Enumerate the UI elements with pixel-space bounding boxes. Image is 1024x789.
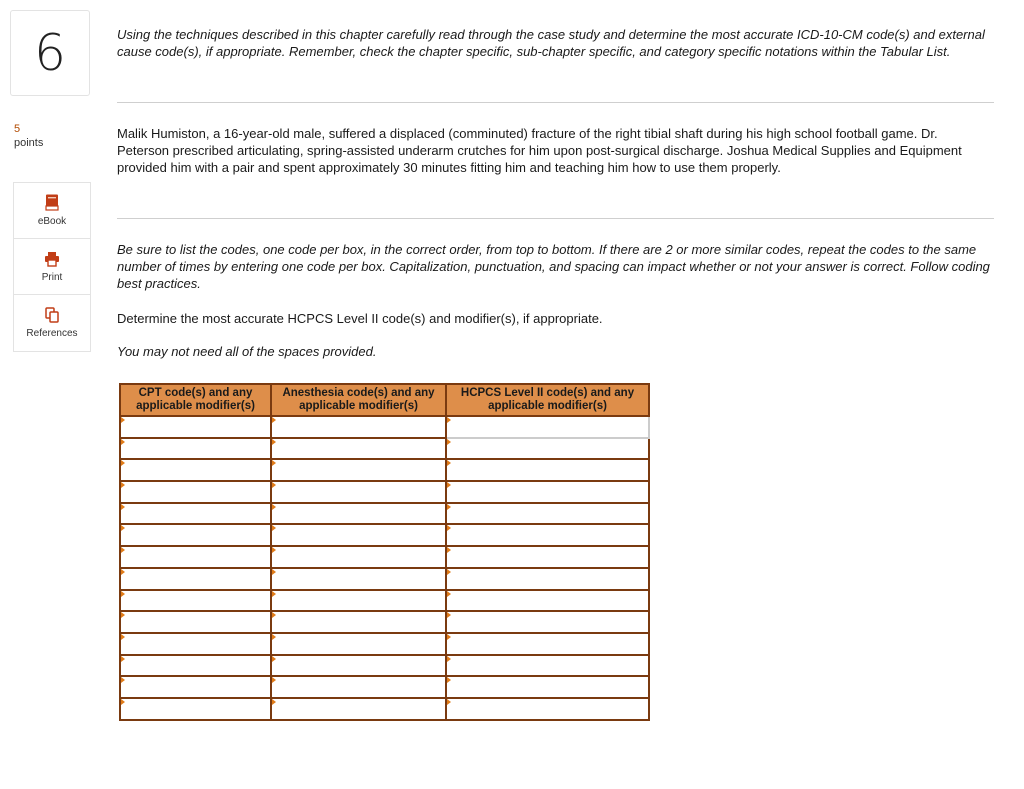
field-marker-icon — [447, 482, 451, 488]
cpt-code-input[interactable] — [121, 677, 270, 697]
answer-cell — [120, 568, 271, 590]
field-marker-icon — [272, 591, 276, 597]
hcpcs-code-input[interactable] — [447, 525, 648, 545]
print-button[interactable] — [14, 239, 90, 295]
hcpcs-code-input[interactable] — [447, 699, 648, 719]
field-marker-icon — [272, 460, 276, 466]
field-marker-icon — [447, 417, 451, 423]
answer-cell — [120, 416, 271, 438]
answer-cell — [446, 503, 649, 525]
cpt-code-input[interactable] — [121, 547, 270, 567]
answer-cell — [271, 568, 446, 590]
table-row — [120, 438, 649, 460]
table-row — [120, 633, 649, 655]
instructions-text: Using the techniques described in this chapter carefully read through the case study and determine the most accurate ICD-10-CM code(s) and external cause code(s), if appropriate. Remember, check the chapter specific, sub-chapter specific, and category specific notations within the Tabular List. — [117, 27, 985, 59]
cpt-code-input[interactable] — [121, 612, 270, 632]
field-marker-icon — [447, 677, 451, 683]
cpt-code-input[interactable] — [121, 417, 270, 437]
hcpcs-code-input[interactable] — [447, 656, 648, 676]
code-rows — [120, 416, 649, 720]
anesthesia-column-header: Anesthesia code(s) and any applicable modifier(s) — [271, 384, 446, 416]
answer-cell — [271, 503, 446, 525]
points-value: 5 — [14, 123, 21, 135]
tools-panel — [13, 182, 91, 352]
field-marker-icon — [447, 525, 451, 531]
field-marker-icon — [272, 547, 276, 553]
hcpcs-code-input[interactable] — [447, 547, 648, 567]
book-icon — [45, 194, 59, 211]
table-row — [120, 676, 649, 698]
field-marker-icon — [121, 699, 125, 705]
hcpcs-code-input[interactable] — [447, 460, 648, 480]
table-row — [120, 698, 649, 720]
table-row — [120, 590, 649, 612]
answer-cell — [446, 481, 649, 503]
anesthesia-code-input[interactable] — [272, 634, 445, 654]
table-row — [120, 416, 649, 438]
table-row — [120, 546, 649, 568]
references-icon — [45, 307, 59, 323]
cpt-code-input[interactable] — [121, 656, 270, 676]
answer-cell — [271, 438, 446, 460]
cpt-code-input[interactable] — [121, 439, 270, 459]
anesthesia-code-input[interactable] — [272, 699, 445, 719]
table-row — [120, 611, 649, 633]
ebook-label: eBook — [37, 216, 67, 227]
hcpcs-code-input[interactable] — [447, 504, 648, 524]
field-marker-icon — [447, 460, 451, 466]
field-marker-icon — [121, 504, 125, 510]
answer-cell — [271, 633, 446, 655]
cpt-code-input[interactable] — [121, 591, 270, 611]
answer-cell — [271, 655, 446, 677]
answer-cell — [446, 698, 649, 720]
table-row — [120, 568, 649, 590]
cpt-code-input[interactable] — [121, 482, 270, 502]
case-study-text: Malik Humiston, a 16-year-old male, suffered a displaced (comminuted) fracture of the right tibial shaft during his high school football game. Dr. Peterson prescribed articulating, spring-assisted underarm crutches for him upon post-surgical discharge. Joshua Medical Supplies and Equipment provided him with a pair and spent approximately 30 minutes fitting him and teaching him how to use them properly. — [117, 126, 962, 175]
answer-cell — [120, 481, 271, 503]
anesthesia-code-input[interactable] — [272, 439, 445, 459]
references-button[interactable] — [14, 295, 90, 351]
answer-cell — [446, 438, 649, 460]
answer-cell — [446, 459, 649, 481]
field-marker-icon — [447, 569, 451, 575]
anesthesia-code-input[interactable] — [272, 417, 445, 437]
hcpcs-code-input[interactable] — [447, 591, 648, 611]
field-marker-icon — [121, 460, 125, 466]
anesthesia-code-input[interactable] — [272, 525, 445, 545]
anesthesia-code-input[interactable] — [272, 482, 445, 502]
field-marker-icon — [121, 417, 125, 423]
hcpcs-code-input[interactable] — [447, 417, 648, 437]
question-number: 6 — [10, 10, 90, 96]
table-row — [120, 503, 649, 525]
answer-cell — [446, 546, 649, 568]
field-marker-icon — [272, 439, 276, 445]
table-row — [120, 655, 649, 677]
points-label: points — [14, 137, 44, 149]
field-marker-icon — [121, 634, 125, 640]
cpt-column-header: CPT code(s) and any applicable modifier(s) — [120, 384, 271, 416]
field-marker-icon — [272, 656, 276, 662]
answer-cell — [446, 633, 649, 655]
divider — [117, 102, 994, 103]
answer-cell — [446, 416, 649, 438]
field-marker-icon — [447, 547, 451, 553]
field-marker-icon — [121, 677, 125, 683]
field-marker-icon — [272, 482, 276, 488]
field-marker-icon — [272, 634, 276, 640]
cpt-code-input[interactable] — [121, 634, 270, 654]
references-label: References — [26, 328, 78, 339]
answer-cell — [271, 416, 446, 438]
anesthesia-code-input[interactable] — [272, 460, 445, 480]
field-marker-icon — [447, 656, 451, 662]
field-marker-icon — [121, 482, 125, 488]
hcpcs-code-input[interactable] — [447, 634, 648, 654]
field-marker-icon — [121, 525, 125, 531]
field-marker-icon — [447, 591, 451, 597]
cpt-code-input[interactable] — [121, 460, 270, 480]
field-marker-icon — [272, 699, 276, 705]
ebook-button[interactable] — [14, 183, 90, 239]
cpt-code-input[interactable] — [121, 504, 270, 524]
answer-cell — [271, 590, 446, 612]
answer-cell — [120, 438, 271, 460]
answer-cell — [120, 698, 271, 720]
answer-cell — [446, 655, 649, 677]
answer-cell — [446, 611, 649, 633]
table-row — [120, 481, 649, 503]
field-marker-icon — [121, 547, 125, 553]
answer-cell — [120, 503, 271, 525]
answer-cell — [120, 676, 271, 698]
cpt-code-input[interactable] — [121, 569, 270, 589]
field-marker-icon — [447, 612, 451, 618]
divider — [117, 218, 994, 219]
answer-cell — [271, 546, 446, 568]
field-marker-icon — [272, 525, 276, 531]
coding-note-text: Be sure to list the codes, one code per box, in the correct order, from top to bottom. If there are 2 or more similar codes, repeat the codes to the same number of times by entering one code per box. Capitalization, punctuation, and spacing can impact whether or not your answer is correct. Follow coding best practices. — [117, 242, 990, 291]
spaces-note-text: You may not need all of the spaces provided. — [117, 344, 377, 359]
table-row — [120, 524, 649, 546]
answer-cell — [446, 568, 649, 590]
answer-cell — [120, 633, 271, 655]
field-marker-icon — [121, 439, 125, 445]
hcpcs-code-input[interactable] — [447, 482, 648, 502]
answer-cell — [446, 524, 649, 546]
anesthesia-code-input[interactable] — [272, 612, 445, 632]
anesthesia-code-input[interactable] — [272, 547, 445, 567]
hcpcs-code-input[interactable] — [447, 439, 648, 459]
answer-cell — [271, 676, 446, 698]
print-label: Print — [41, 271, 63, 283]
cpt-code-input[interactable] — [121, 699, 270, 719]
cpt-code-input[interactable] — [121, 525, 270, 545]
field-marker-icon — [272, 569, 276, 575]
points-info — [14, 122, 43, 150]
field-marker-icon — [272, 677, 276, 683]
field-marker-icon — [447, 634, 451, 640]
field-marker-icon — [272, 504, 276, 510]
field-marker-icon — [272, 612, 276, 618]
answer-cell — [120, 459, 271, 481]
field-marker-icon — [447, 504, 451, 510]
answer-cell — [120, 524, 271, 546]
table-row — [120, 459, 649, 481]
anesthesia-code-input[interactable] — [272, 504, 445, 524]
code-entry-table — [119, 383, 650, 721]
answer-cell — [120, 590, 271, 612]
field-marker-icon — [272, 417, 276, 423]
field-marker-icon — [121, 656, 125, 662]
answer-cell — [271, 524, 446, 546]
hcpcs-column-header: HCPCS Level II code(s) and any applicable modifier(s) — [446, 384, 649, 416]
anesthesia-code-input[interactable] — [272, 677, 445, 697]
field-marker-icon — [121, 591, 125, 597]
answer-cell — [271, 459, 446, 481]
anesthesia-code-input[interactable] — [272, 569, 445, 589]
answer-cell — [446, 676, 649, 698]
field-marker-icon — [447, 699, 451, 705]
field-marker-icon — [121, 612, 125, 618]
answer-cell — [271, 698, 446, 720]
hcpcs-code-input[interactable] — [447, 677, 648, 697]
printer-icon — [44, 251, 60, 267]
anesthesia-code-input[interactable] — [272, 591, 445, 611]
hcpcs-code-input[interactable] — [447, 612, 648, 632]
hcpcs-code-input[interactable] — [447, 569, 648, 589]
determine-text: Determine the most accurate HCPCS Level II code(s) and modifier(s), if appropriate. — [117, 311, 603, 326]
field-marker-icon — [121, 569, 125, 575]
field-marker-icon — [447, 439, 451, 445]
answer-cell — [446, 590, 649, 612]
answer-cell — [120, 611, 271, 633]
answer-cell — [120, 655, 271, 677]
answer-cell — [120, 546, 271, 568]
answer-cell — [271, 481, 446, 503]
answer-cell — [271, 611, 446, 633]
anesthesia-code-input[interactable] — [272, 656, 445, 676]
